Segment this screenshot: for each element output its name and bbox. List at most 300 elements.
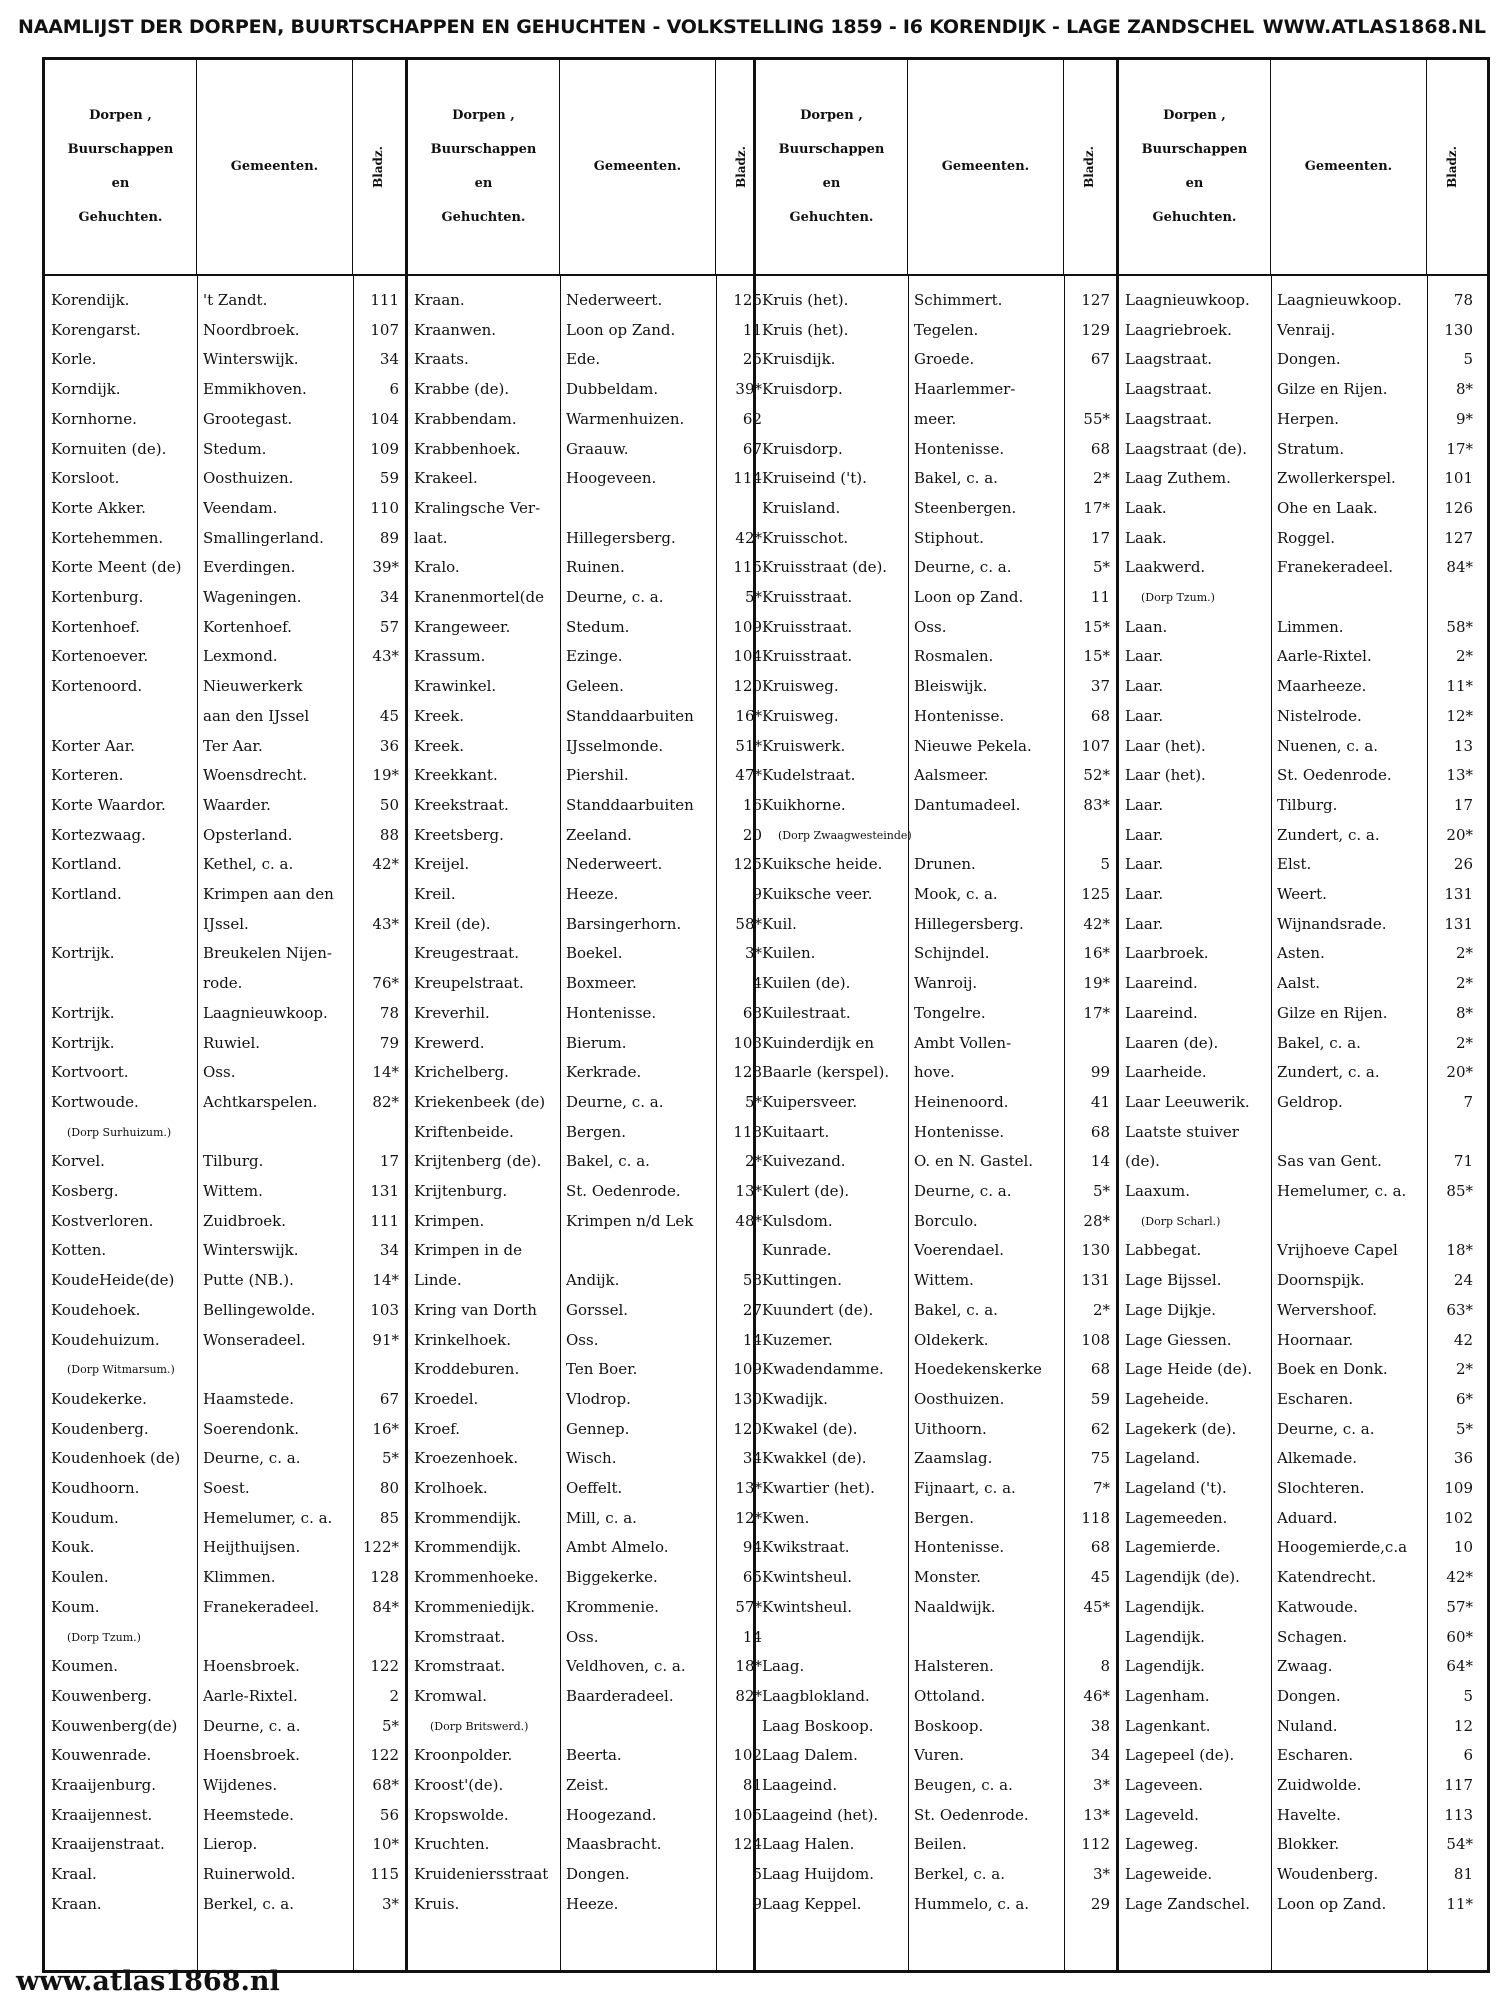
municipality: Klimmen. xyxy=(203,1568,276,1587)
page-number: 5* xyxy=(744,588,762,606)
table-row xyxy=(1119,850,1487,879)
place-name: Lageland ('t). xyxy=(1125,1479,1227,1497)
page-number: 48* xyxy=(735,1211,762,1230)
table-row xyxy=(756,1177,1116,1206)
table-row xyxy=(408,821,762,850)
place-name: Kruisstraat. xyxy=(762,588,853,606)
table-row xyxy=(756,1088,1116,1117)
table-row xyxy=(45,1207,405,1236)
page-number: 16* xyxy=(735,706,762,725)
page-number: 58* xyxy=(1446,617,1473,636)
table-row xyxy=(1119,1860,1487,1889)
table-row xyxy=(408,999,762,1028)
municipality: Deurne, c. a. xyxy=(566,588,664,606)
table-row xyxy=(1119,1593,1487,1622)
municipality: Alkemade. xyxy=(1277,1449,1358,1468)
page-number: 37 xyxy=(1090,677,1110,696)
table-row xyxy=(45,1118,405,1147)
place-name: Korter Aar. xyxy=(51,736,135,755)
table-row xyxy=(408,1623,762,1652)
municipality: Oosthuizen. xyxy=(203,469,294,488)
page-number: 113 xyxy=(1444,1805,1473,1824)
table-row xyxy=(45,1266,405,1295)
place-name: Laagstraat. xyxy=(1125,380,1213,399)
municipality: Hemelumer, c. a. xyxy=(1277,1182,1407,1200)
place-name: Krabbe (de). xyxy=(414,380,510,399)
municipality: Deurne, c. a. xyxy=(566,1092,664,1111)
place-name: Laareind. xyxy=(1125,1003,1198,1022)
municipality: Dongen. xyxy=(566,1865,630,1884)
place-name: Kornhorne. xyxy=(51,409,137,428)
page-number: 5 xyxy=(1463,1686,1473,1705)
page-number: 9 xyxy=(752,1894,762,1913)
place-name: Korndijk. xyxy=(51,380,121,399)
page-number: 125 xyxy=(1081,885,1110,903)
page-number: 102 xyxy=(1444,1508,1473,1527)
place-name: Kortrijk. xyxy=(51,1003,115,1022)
place-name: Krommendijk. xyxy=(414,1508,522,1527)
table-row xyxy=(1119,613,1487,642)
header-dorpen: Dorpen , Buurschappen en Gehuchten. xyxy=(1119,60,1271,274)
page-number: 67 xyxy=(742,439,762,458)
municipality: Bierum. xyxy=(566,1033,627,1052)
page-number: 25 xyxy=(742,350,762,369)
place-name: Kraanwen. xyxy=(414,320,497,339)
municipality: Biggekerke. xyxy=(566,1568,658,1587)
municipality: Aarle-Rixtel. xyxy=(203,1686,298,1705)
municipality: Veldhoven, c. a. xyxy=(566,1657,686,1676)
municipality: Oss. xyxy=(566,1627,599,1646)
page-number: 114 xyxy=(733,469,762,488)
table-row xyxy=(1119,553,1487,582)
page-number: 4 xyxy=(752,974,762,993)
municipality: Ten Boer. xyxy=(566,1360,638,1379)
municipality: Beerta. xyxy=(566,1746,622,1765)
table-row xyxy=(1119,642,1487,671)
page-number: 54* xyxy=(1446,1835,1473,1854)
column-panel-3 xyxy=(756,60,1119,1970)
place-name: Laareind. xyxy=(1125,974,1198,993)
page-number: 2* xyxy=(1455,974,1473,993)
municipality: Kethel, c. a. xyxy=(203,855,294,874)
page-number: 62 xyxy=(742,409,762,428)
page-number: 67 xyxy=(379,1389,399,1408)
place-name: Kroonpolder. xyxy=(414,1746,513,1765)
place-name: Koudehuizum. xyxy=(51,1330,160,1349)
place-name: Kruisstraat (de). xyxy=(762,558,888,577)
place-name: Lagemeeden. xyxy=(1125,1508,1228,1527)
municipality: Geldrop. xyxy=(1277,1092,1343,1111)
header-gemeenten: Gemeenten. xyxy=(197,60,353,274)
page-number: 78 xyxy=(1453,291,1473,309)
place-name: Korendijk. xyxy=(51,291,130,309)
table-row xyxy=(45,1890,405,1919)
place-name: Kruis (het). xyxy=(762,291,849,309)
table-row xyxy=(756,1801,1116,1830)
municipality: Woudenberg. xyxy=(1277,1865,1379,1884)
page-number: 3* xyxy=(1092,1776,1110,1794)
place-name: Lageveld. xyxy=(1125,1805,1199,1824)
place-name: KoudeHeide(de) xyxy=(51,1271,175,1290)
municipality: Standdaarbuiten xyxy=(566,706,694,725)
page-number: 2 xyxy=(389,1686,399,1705)
column-header xyxy=(1119,60,1487,276)
municipality: Hontenisse. xyxy=(914,439,1005,458)
page-number: 84* xyxy=(372,1597,399,1616)
table-row xyxy=(1119,1771,1487,1800)
column-body xyxy=(408,274,762,1970)
page-number: 11* xyxy=(1446,677,1473,696)
place-name: Kotten. xyxy=(51,1241,107,1260)
page-number: 2* xyxy=(1092,469,1110,488)
table-row xyxy=(756,286,1116,315)
municipality: Wisch. xyxy=(566,1449,617,1468)
place-name: Korte Meent (de) xyxy=(51,558,182,577)
table-row xyxy=(756,1415,1116,1444)
table-row xyxy=(1119,1712,1487,1741)
page-number: 85* xyxy=(1446,1182,1473,1200)
table-row xyxy=(1119,494,1487,523)
table-row xyxy=(45,1088,405,1117)
municipality: Soest. xyxy=(203,1479,250,1497)
table-row xyxy=(408,761,762,790)
place-name: Kreupelstraat. xyxy=(414,974,524,993)
municipality: Breukelen Nijen- xyxy=(203,944,332,963)
place-name: Kroddeburen. xyxy=(414,1360,520,1379)
place-name: Kruchten. xyxy=(414,1835,490,1854)
table-row xyxy=(756,910,1116,939)
place-name: Kuikhorne. xyxy=(762,795,846,814)
table-row xyxy=(756,464,1116,493)
column-panel-1 xyxy=(45,60,408,1970)
table-row xyxy=(756,1118,1116,1147)
table-row xyxy=(756,999,1116,1028)
place-name: Kraats. xyxy=(414,350,469,369)
place-name: Laag Halen. xyxy=(762,1835,855,1854)
place-name: Krommenhoeke. xyxy=(414,1568,539,1587)
page-number: 68 xyxy=(1090,1538,1110,1557)
place-name: Kuilen (de). xyxy=(762,974,851,993)
table-row xyxy=(756,553,1116,582)
page-number: 122* xyxy=(362,1538,399,1557)
table-row xyxy=(45,464,405,493)
page-number: 11* xyxy=(1446,1894,1473,1913)
page-number: 17* xyxy=(1083,498,1110,517)
page-number: 45 xyxy=(1090,1568,1110,1587)
page-number: 5* xyxy=(1092,558,1110,577)
place-name: Kortvoort. xyxy=(51,1063,129,1082)
place-name: Koudekerke. xyxy=(51,1389,147,1408)
page-number: 43* xyxy=(372,647,399,666)
municipality: Blokker. xyxy=(1277,1835,1340,1854)
table-row xyxy=(756,939,1116,968)
municipality: Berkel, c. a. xyxy=(203,1894,295,1913)
place-name: Kuiksche heide. xyxy=(762,855,883,874)
municipality: Hoogemierde,c.a xyxy=(1277,1538,1408,1557)
municipality: Tegelen. xyxy=(914,320,979,339)
place-name: Koudum. xyxy=(51,1508,119,1527)
place-name: Labbegat. xyxy=(1125,1241,1202,1260)
municipality: Bakel, c. a. xyxy=(1277,1033,1361,1052)
page-number: 68 xyxy=(1090,1360,1110,1379)
place-name: Kulert (de). xyxy=(762,1182,850,1200)
place-name: Kortland. xyxy=(51,885,122,903)
place-name: Laaxum. xyxy=(1125,1182,1190,1200)
place-name: (Dorp Tzum.) xyxy=(1141,591,1215,604)
header-bladz: Bladz. xyxy=(370,146,385,188)
municipality: Schagen. xyxy=(1277,1627,1348,1646)
municipality: Zwollerkerspel. xyxy=(1277,469,1396,488)
municipality: Aarle-Rixtel. xyxy=(1277,647,1372,666)
header-bladz: Bladz. xyxy=(1444,146,1459,188)
page-number: 99 xyxy=(1090,1063,1110,1082)
table-row xyxy=(1119,1890,1487,1919)
municipality: Groede. xyxy=(914,350,975,369)
column-header xyxy=(45,60,405,276)
place-name: Krimpen in de xyxy=(414,1241,523,1260)
place-name: Lageland. xyxy=(1125,1449,1201,1468)
table-row xyxy=(408,1444,762,1473)
page-number: 81 xyxy=(742,1776,762,1794)
table-row xyxy=(408,939,762,968)
table-row xyxy=(408,1296,762,1325)
table-row xyxy=(408,1207,762,1236)
page-number: 16* xyxy=(1083,944,1110,963)
municipality: Laagnieuwkoop. xyxy=(1277,291,1402,309)
place-name: Laarbroek. xyxy=(1125,944,1209,963)
table-row xyxy=(756,1236,1116,1265)
page-number: 89 xyxy=(379,528,399,547)
table-row xyxy=(408,1682,762,1711)
header-dorpen: Dorpen , Buurschappen en Gehuchten. xyxy=(45,60,197,274)
table-row xyxy=(756,375,1116,404)
page-number: 107 xyxy=(1081,736,1110,755)
place-name: Kromwal. xyxy=(414,1686,487,1705)
municipality: Elst. xyxy=(1277,855,1312,874)
municipality: Wonseradeel. xyxy=(203,1330,306,1349)
municipality: Aalsmeer. xyxy=(914,766,989,785)
place-name: Laagstraat (de). xyxy=(1125,439,1247,458)
place-name: Lage Zandschel. xyxy=(1125,1894,1250,1913)
page-number: 19* xyxy=(372,766,399,785)
table-row xyxy=(756,821,1116,850)
table-row xyxy=(45,821,405,850)
municipality: Zeist. xyxy=(566,1776,609,1794)
municipality: Zuidwolde. xyxy=(1277,1776,1362,1794)
municipality: Winterswijk. xyxy=(203,1241,299,1260)
municipality: Tilburg. xyxy=(203,1152,264,1171)
table-row xyxy=(408,464,762,493)
municipality: Venraij. xyxy=(1277,320,1336,339)
place-name: Kranenmortel(de xyxy=(414,588,544,606)
municipality: Boek en Donk. xyxy=(1277,1360,1388,1379)
place-name: Krawinkel. xyxy=(414,677,497,696)
page-number: 43* xyxy=(372,914,399,933)
footer-url[interactable]: www.atlas1868.nl xyxy=(16,1966,280,1997)
municipality: Slochteren. xyxy=(1277,1479,1365,1497)
municipality: Uithoorn. xyxy=(914,1419,987,1438)
table-row xyxy=(45,286,405,315)
municipality: Everdingen. xyxy=(203,558,296,577)
table-row xyxy=(408,1890,762,1919)
page-number: 110 xyxy=(370,498,399,517)
banner-site-link[interactable]: WWW.ATLAS1868.NL xyxy=(1262,16,1486,38)
table-row xyxy=(45,1444,405,1473)
place-name: Kwartier (het). xyxy=(762,1479,875,1497)
municipality: Oss. xyxy=(566,1330,599,1349)
table-row xyxy=(756,1326,1116,1355)
table-row xyxy=(1119,1504,1487,1533)
place-name: Koudehoek. xyxy=(51,1300,141,1319)
municipality: Beugen, c. a. xyxy=(914,1776,1013,1794)
page-number: 111 xyxy=(370,291,399,309)
table-row xyxy=(408,1563,762,1592)
place-name: Kortenoord. xyxy=(51,677,143,696)
page-number: 47* xyxy=(735,766,762,785)
page-number: 67 xyxy=(1090,350,1110,369)
municipality: Tongelre. xyxy=(914,1003,986,1022)
page-number: 13* xyxy=(735,1479,762,1497)
municipality: Putte (NB.). xyxy=(203,1271,294,1290)
table-row xyxy=(408,702,762,731)
place-name: Kreek. xyxy=(414,706,464,725)
page-number: 41 xyxy=(1090,1092,1110,1111)
table-row xyxy=(408,375,762,404)
page-number: 88 xyxy=(379,825,399,844)
page-number: 5 xyxy=(1463,350,1473,369)
header-dorpen: Dorpen , Buurschappen en Gehuchten. xyxy=(408,60,560,274)
place-name: Laagriebroek. xyxy=(1125,320,1232,339)
municipality: Laagnieuwkoop. xyxy=(203,1003,328,1022)
page-number: 5* xyxy=(381,1449,399,1468)
municipality: Haarlemmer- xyxy=(914,380,1016,399)
municipality: Hoedekenskerke xyxy=(914,1360,1042,1379)
table-row xyxy=(45,1029,405,1058)
municipality: Bleiswijk. xyxy=(914,677,988,696)
table-row xyxy=(408,524,762,553)
municipality: Nuenen, c. a. xyxy=(1277,736,1379,755)
table-row xyxy=(45,910,405,939)
place-name: Lagendijk. xyxy=(1125,1627,1205,1646)
table-row xyxy=(756,1504,1116,1533)
page-number: 52* xyxy=(1083,766,1110,785)
table-row xyxy=(1119,1207,1487,1236)
page-number: 111 xyxy=(370,1211,399,1230)
place-name: Kralingsche Ver- xyxy=(414,498,541,517)
page-number: 10* xyxy=(372,1835,399,1854)
municipality: Doornspijk. xyxy=(1277,1271,1365,1290)
table-row xyxy=(1119,1801,1487,1830)
page-number: 117 xyxy=(1444,1776,1473,1794)
place-name: Lagenkant. xyxy=(1125,1716,1211,1735)
table-row xyxy=(756,345,1116,374)
place-name: Laag Huijdom. xyxy=(762,1865,875,1884)
page-number: 81 xyxy=(1453,1865,1473,1884)
table-row xyxy=(756,435,1116,464)
page-number: 128 xyxy=(733,1063,762,1082)
place-name: Kuivezand. xyxy=(762,1152,846,1171)
page-number: 14* xyxy=(372,1063,399,1082)
place-name: Laag. xyxy=(762,1657,805,1676)
place-name: Korsloot. xyxy=(51,469,120,488)
place-name: Lageheide. xyxy=(1125,1389,1209,1408)
page-number: 8* xyxy=(1455,1003,1473,1022)
table-row xyxy=(45,1830,405,1859)
municipality: St. Oedenrode. xyxy=(914,1805,1029,1824)
place-name: Lage Dijkje. xyxy=(1125,1300,1217,1319)
page-number: 14 xyxy=(742,1627,762,1646)
municipality: Waarder. xyxy=(203,795,271,814)
place-name: Kwadendamme. xyxy=(762,1360,884,1379)
municipality: Herpen. xyxy=(1277,409,1340,428)
page-number: 42* xyxy=(735,528,762,547)
page-number: 14 xyxy=(742,1330,762,1349)
page-number: 16 xyxy=(742,795,762,814)
table-row xyxy=(408,345,762,374)
column-panel-4 xyxy=(1119,60,1487,1970)
page-number: 109 xyxy=(733,1360,762,1379)
place-name: Kortrijk. xyxy=(51,944,115,963)
page-number: 7* xyxy=(1092,1479,1110,1497)
place-name: Kraan. xyxy=(414,291,465,309)
table-row xyxy=(45,1147,405,1176)
place-name: Laag Zuthem. xyxy=(1125,469,1231,488)
page-number: 6* xyxy=(1455,1389,1473,1408)
page-number: 2* xyxy=(744,1152,762,1171)
page-number: 83* xyxy=(1083,795,1110,814)
page-number: 56 xyxy=(379,1805,399,1824)
municipality: Ottoland. xyxy=(914,1686,986,1705)
place-name: Korle. xyxy=(51,350,97,369)
table-row xyxy=(1119,1623,1487,1652)
place-name: laat. xyxy=(414,528,448,547)
municipality: Maarheeze. xyxy=(1277,677,1367,696)
table-row xyxy=(1119,1177,1487,1206)
municipality: Boskoop. xyxy=(914,1716,984,1735)
table-row xyxy=(408,1593,762,1622)
municipality: Nederweert. xyxy=(566,855,663,874)
place-name: Krijtenburg. xyxy=(414,1182,508,1200)
page-number: 82* xyxy=(372,1092,399,1111)
municipality: Barsingerhorn. xyxy=(566,914,682,933)
municipality: Ede. xyxy=(566,350,601,369)
place-name: Kroef. xyxy=(414,1419,461,1438)
page-number: 34 xyxy=(379,1241,399,1260)
municipality: Bellingewolde. xyxy=(203,1300,316,1319)
municipality: Dongen. xyxy=(1277,350,1341,369)
header-gemeenten: Gemeenten. xyxy=(908,60,1064,274)
place-name: Laakwerd. xyxy=(1125,558,1206,577)
place-name: Kuttingen. xyxy=(762,1271,842,1290)
place-name: Linde. xyxy=(414,1271,462,1290)
municipality: Deurne, c. a. xyxy=(203,1716,301,1735)
page-number: 109 xyxy=(1444,1479,1473,1497)
municipality: Maasbracht. xyxy=(566,1835,662,1854)
page-number: 103 xyxy=(733,1033,762,1052)
table-row xyxy=(1119,316,1487,345)
place-name: Kruisstraat. xyxy=(762,647,853,666)
page-number: 112 xyxy=(1081,1835,1110,1854)
place-name: Kostverloren. xyxy=(51,1211,154,1230)
place-name: (Dorp Surhuizum.) xyxy=(67,1125,172,1139)
municipality: Escharen. xyxy=(1277,1746,1354,1765)
municipality: Heemstede. xyxy=(203,1805,294,1824)
table-row xyxy=(756,672,1116,701)
table-row xyxy=(1119,1415,1487,1444)
table-row xyxy=(756,642,1116,671)
table-row xyxy=(45,1741,405,1770)
table-row xyxy=(756,1860,1116,1889)
